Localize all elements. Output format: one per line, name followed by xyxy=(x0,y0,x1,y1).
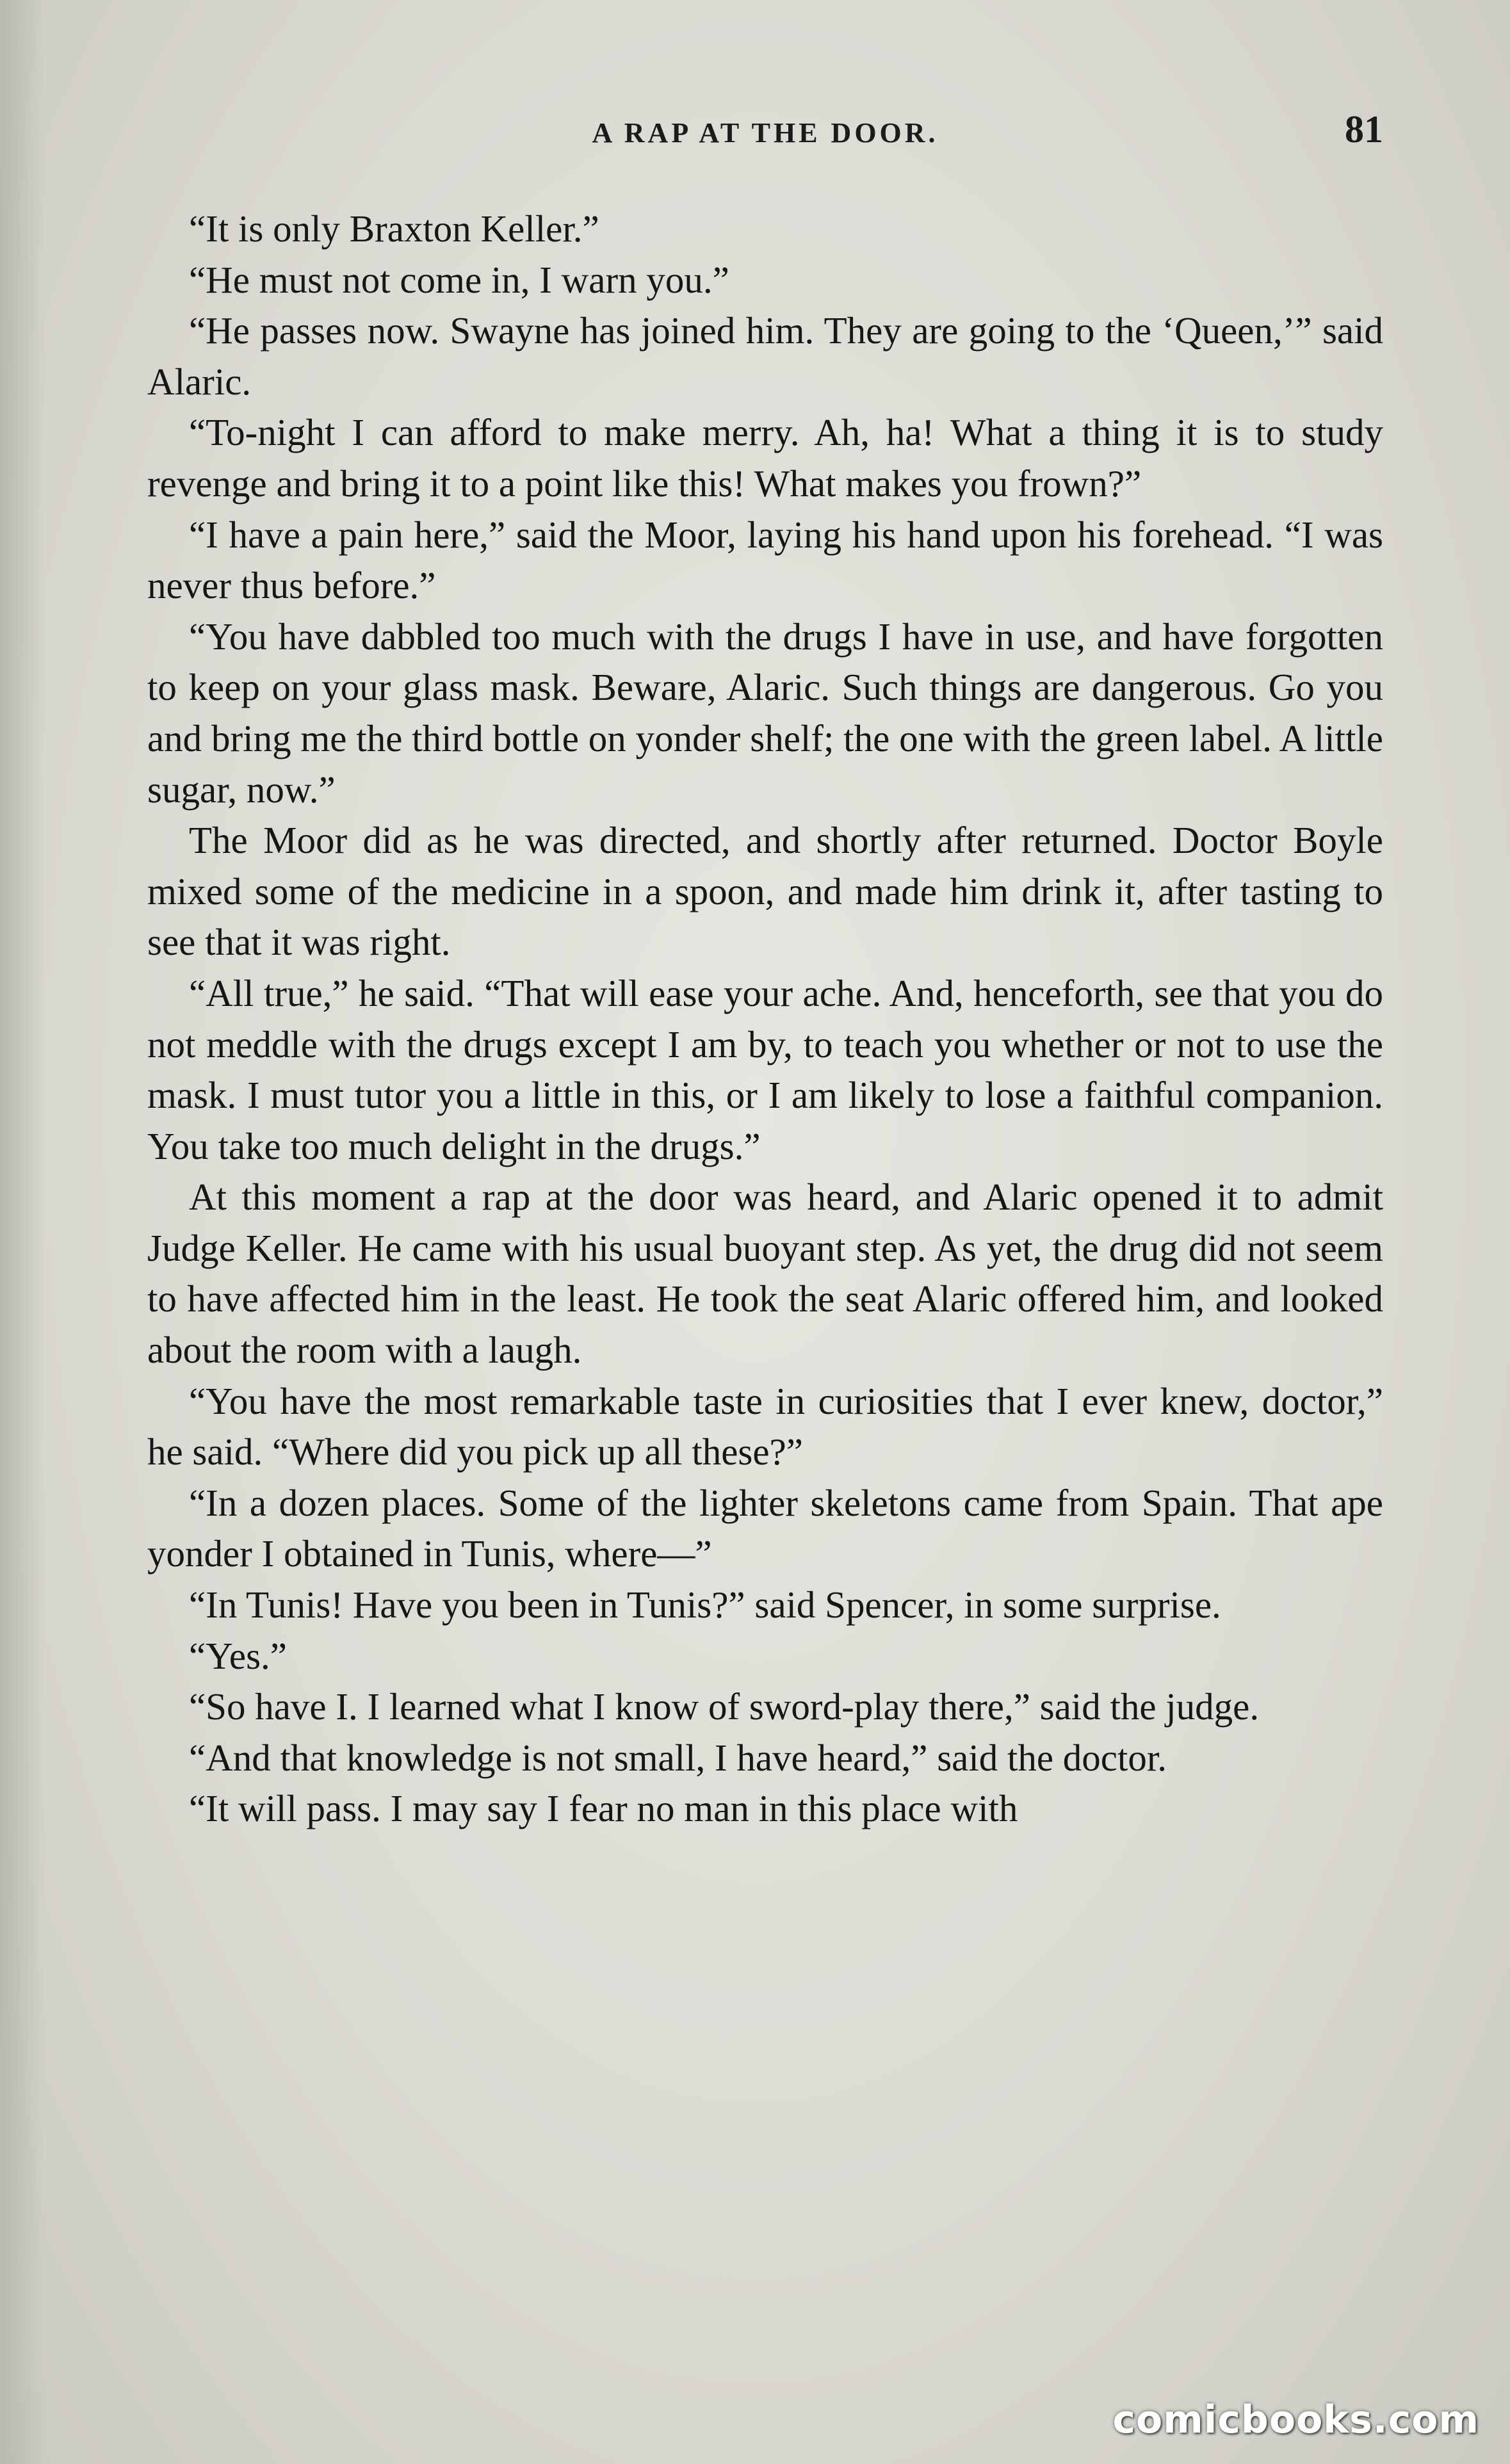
paragraph: “So have I. I learned what I know of sword-play there,” said the judge. xyxy=(189,1685,1260,1728)
paragraph: “In a dozen places. Some of the lighter skeletons came from Spain. That ape yonder I obtained in Tunis, where—” xyxy=(147,1481,1383,1575)
watermark: comicbooks.com xyxy=(1112,2397,1479,2442)
paragraph: “He must not come in, I warn you.” xyxy=(189,258,729,301)
paragraph: “He passes now. Swayne has joined him. They are going to the ‘Queen,’” said Alaric. xyxy=(147,309,1383,403)
paragraph: “You have the most remarkable taste in curiosities that I ever knew, doctor,” he said. “Where did you pick up all these?” xyxy=(147,1379,1383,1473)
running-title: A RAP AT THE DOOR. xyxy=(592,117,939,149)
paragraph: “You have dabbled too much with the drugs I have in use, and have forgotten to keep on your glass mask. Beware, Alaric. Such things are dangerous. Go you and bring me the third bottle on yonder shelf; the one with the green label. A little sugar, now.” xyxy=(147,615,1383,811)
paragraph: “It is only Braxton Keller.” xyxy=(189,207,599,250)
paragraph: “It will pass. I may say I fear no man in this place with xyxy=(189,1787,1018,1830)
page-header xyxy=(147,108,1383,165)
paragraph: “I have a pain here,” said the Moor, laying his hand upon his forehead. “I was never thus before.” xyxy=(147,513,1383,607)
paragraph: “All true,” he said. “That will ease your ache. And, henceforth, see that you do not meddle with the drugs except I am by, to teach you whether or not to use the mask. I must tutor you a little in this, or I am likely to lose a faithful companion. You take too much delight in the drugs.” xyxy=(147,971,1383,1167)
body-text xyxy=(147,204,1383,1835)
paragraph: “In Tunis! Have you been in Tunis?” said Spencer, in some surprise. xyxy=(189,1584,1221,1626)
paragraph: The Moor did as he was directed, and shortly after returned. Doctor Boyle mixed some of the medicine in a spoon, and made him drink it, after tasting to see that it was right. xyxy=(147,819,1383,964)
page-number: 81 xyxy=(1345,108,1383,150)
paragraph: “To-night I can afford to make merry. Ah, ha! What a thing it is to study revenge and bring it to a point like this! What makes you frown?” xyxy=(147,411,1383,505)
paragraph: At this moment a rap at the door was heard, and Alaric opened it to admit Judge Keller. He came with his usual buoyant step. As yet, the drug did not seem to have affected him in the least. He took the seat Alaric offered him, and looked about the room with a laugh. xyxy=(147,1176,1383,1372)
paragraph: “Yes.” xyxy=(189,1634,287,1677)
paragraph: “And that knowledge is not small, I have heard,” said the doctor. xyxy=(189,1736,1167,1779)
page-edge-shadow xyxy=(0,0,45,2464)
